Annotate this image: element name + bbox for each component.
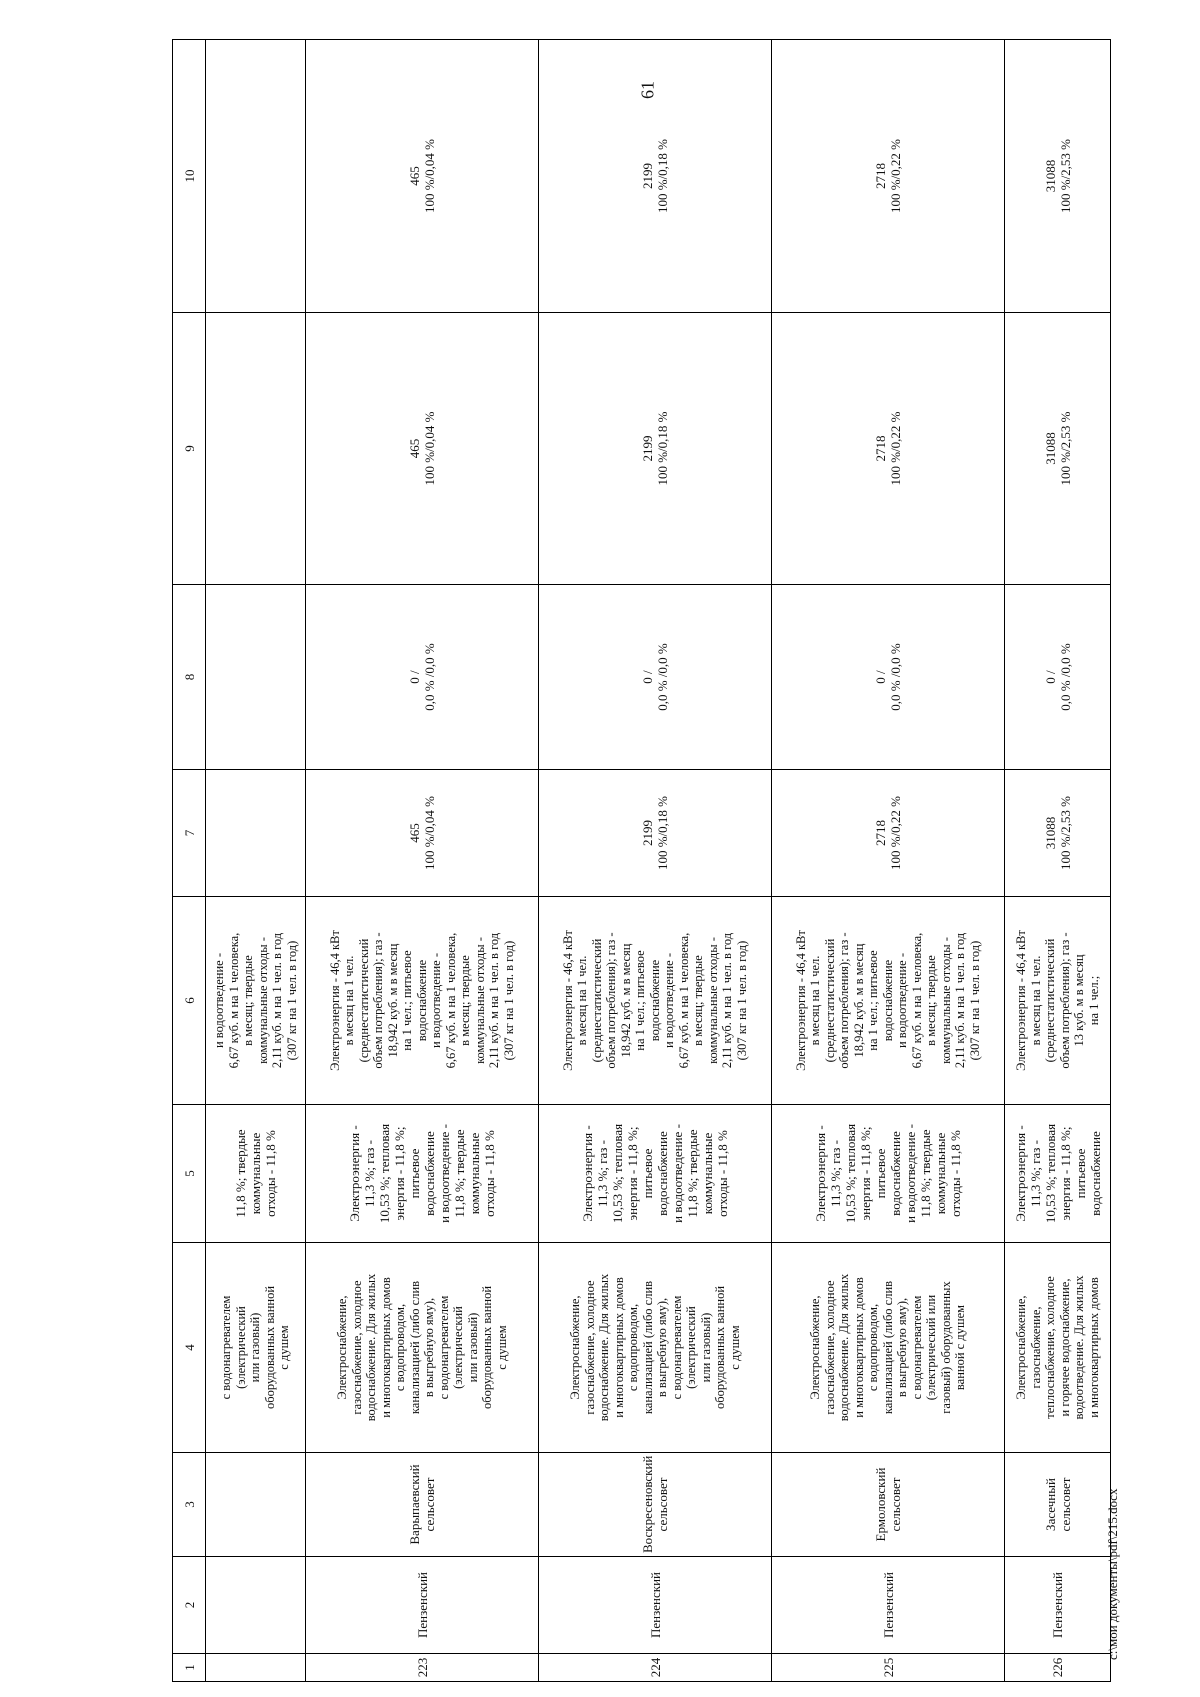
column-header: 5 bbox=[173, 1105, 206, 1243]
column-header: 4 bbox=[173, 1243, 206, 1453]
cell-municipality: Засечный сельсовет bbox=[1005, 1453, 1111, 1557]
cell-consumption-norms: и водоотведение - 6,67 куб. м на 1 человека, в месяц; твердые коммунальные отходы - 2,11 куб. м на 1 чел. в год (307 кг на 1 чел. в год) bbox=[206, 897, 306, 1105]
cell-number: 226 bbox=[1005, 1654, 1111, 1682]
table-wrapper bbox=[172, 40, 1103, 1682]
footer-file-path: c:\мои документы\pdf\215.docx bbox=[1105, 1488, 1120, 1660]
cell-district: Пензенский bbox=[539, 1557, 772, 1654]
table-row-continuation bbox=[206, 40, 306, 1682]
cell-col7: 465 100 %/0,04 % bbox=[306, 770, 539, 897]
cell-col9: 2718 100 %/0,22 % bbox=[772, 313, 1005, 585]
cell-services: Электроснабжение, газоснабжение, теплоснабжение, холодное и горячее водоснабжение, водоотведение. Для жилых и многоквартирных домов bbox=[1005, 1243, 1111, 1453]
cell-consumption-norms: Электроэнергия - 46,4 кВт в месяц на 1 чел. (среднестатистический объем потребления); газ - 18,942 куб. м в месяц на 1 чел.; питьевое водоснабжение и водоотведение - 6,67 куб. м на 1 человека, в месяц; твердые коммунальные отходы - 2,11 куб. м на 1 чел. в год (307 кг на 1 чел. в год) bbox=[772, 897, 1005, 1105]
page-number: 61 bbox=[637, 81, 658, 99]
column-header: 6 bbox=[173, 897, 206, 1105]
cell-col8 bbox=[206, 585, 306, 770]
cell-municipality: Ермоловский сельсовет bbox=[772, 1453, 1005, 1557]
cell-consumption-norms: Электроэнергия - 46,4 кВт в месяц на 1 чел. (среднестатистический объем потребления); газ - 18,942 куб. м в месяц на 1 чел.; питьевое водоснабжение и водоотведение - 6,67 куб. м на 1 человека, в месяц; твердые коммунальные отходы - 2,11 куб. м на 1 чел. в год (307 кг на 1 чел. в год) bbox=[306, 897, 539, 1105]
table-row-224 bbox=[539, 40, 772, 1682]
cell-col10: 2718 100 %/0,22 % bbox=[772, 40, 1005, 313]
table-row-225 bbox=[772, 40, 1005, 1682]
cell-number bbox=[206, 1654, 306, 1682]
cell-col7 bbox=[206, 770, 306, 897]
table-row-223 bbox=[306, 40, 539, 1682]
cell-col7: 2199 100 %/0,18 % bbox=[539, 770, 772, 897]
cell-municipality: Воскресеновский сельсовет bbox=[539, 1453, 772, 1557]
column-header: 10 bbox=[173, 40, 206, 313]
cell-district: Пензенский bbox=[1005, 1557, 1111, 1654]
cell-col10 bbox=[206, 40, 306, 313]
column-header: 9 bbox=[173, 313, 206, 585]
cell-col10: 2199 100 %/0,18 % bbox=[539, 40, 772, 313]
cell-district bbox=[206, 1557, 306, 1654]
table-body bbox=[173, 40, 1111, 1682]
column-header: 8 bbox=[173, 585, 206, 770]
cell-col8: 0 / 0,0 % /0,0 % bbox=[1005, 585, 1111, 770]
cell-growth-rates: Электроэнергия - 11,3 %; газ - 10,53 %; тепловая энергия - 11,8 %; питьевое водоснабжение и водоотведение - 11,8 %; твердые коммунальные отходы - 11,8 % bbox=[306, 1105, 539, 1243]
cell-col9 bbox=[206, 313, 306, 585]
table-row-226 bbox=[1005, 40, 1111, 1682]
cell-number: 225 bbox=[772, 1654, 1005, 1682]
cell-col7: 31088 100 %/2,53 % bbox=[1005, 770, 1111, 897]
cell-municipality: Варыпаевский сельсовет bbox=[306, 1453, 539, 1557]
cell-growth-rates: 11,8 %; твердые коммунальные отходы - 11,8 % bbox=[206, 1105, 306, 1243]
cell-consumption-norms: Электроэнергия - 46,4 кВт в месяц на 1 чел. (среднестатистический объем потребления); газ - 13 куб. м в месяц на 1 чел.; bbox=[1005, 897, 1111, 1105]
column-header: 2 bbox=[173, 1557, 206, 1654]
cell-col10: 31088 100 %/2,53 % bbox=[1005, 40, 1111, 313]
column-header: 3 bbox=[173, 1453, 206, 1557]
cell-district: Пензенский bbox=[306, 1557, 539, 1654]
cell-growth-rates: Электроэнергия - 11,3 %; газ - 10,53 %; тепловая энергия - 11,8 %; питьевое водоснабжение и водоотведение - 11,8 %; твердые коммунальные отходы - 11,8 % bbox=[539, 1105, 772, 1243]
cell-col8: 0 / 0,0 % /0,0 % bbox=[539, 585, 772, 770]
cell-consumption-norms: Электроэнергия - 46,4 кВт в месяц на 1 чел. (среднестатистический объем потребления); газ - 18,942 куб. м в месяц на 1 чел.; питьевое водоснабжение и водоотведение - 6,67 куб. м на 1 человека, в месяц; твердые коммунальные отходы - 2,11 куб. м на 1 чел. в год (307 кг на 1 чел. в год) bbox=[539, 897, 772, 1105]
column-header: 1 bbox=[173, 1654, 206, 1682]
cell-col10: 465 100 %/0,04 % bbox=[306, 40, 539, 313]
cell-services: Электроснабжение, газоснабжение, холодное водоснабжение. Для жилых и многоквартирных домов с водопроводом, канализацией (либо слив в выгребную яму), с водонагревателем (электрический или газовый) оборудованных ванной с душем bbox=[539, 1243, 772, 1453]
cell-number: 223 bbox=[306, 1654, 539, 1682]
cell-municipality bbox=[206, 1453, 306, 1557]
cell-col9: 2199 100 %/0,18 % bbox=[539, 313, 772, 585]
cell-col8: 0 / 0,0 % /0,0 % bbox=[772, 585, 1005, 770]
cell-number: 224 bbox=[539, 1654, 772, 1682]
cell-services: Электроснабжение, газоснабжение, холодное водоснабжение. Для жилых и многоквартирных домов с водопроводом, канализацией (либо слив в выгребную яму), с водонагревателем (электрический или газовый) оборудованных ванной с душем bbox=[772, 1243, 1005, 1453]
data-table bbox=[172, 39, 1111, 1682]
column-header-row bbox=[173, 40, 206, 1682]
cell-growth-rates: Электроэнергия - 11,3 %; газ - 10,53 %; тепловая энергия - 11,8 %; питьевое водоснабжение и водоотведение - 11,8 %; твердые коммунальные отходы - 11,8 % bbox=[772, 1105, 1005, 1243]
cell-growth-rates: Электроэнергия - 11,3 %; газ - 10,53 %; тепловая энергия - 11,8 %; питьевое водоснабжение bbox=[1005, 1105, 1111, 1243]
column-header: 7 bbox=[173, 770, 206, 897]
cell-district: Пензенский bbox=[772, 1557, 1005, 1654]
cell-col9: 31088 100 %/2,53 % bbox=[1005, 313, 1111, 585]
cell-services: Электроснабжение, газоснабжение, холодное водоснабжение. Для жилых и многоквартирных домов с водопроводом, канализацией (либо слив в выгребную яму), с водонагревателем (электрический или газовый) оборудованных ванной с душем bbox=[306, 1243, 539, 1453]
cell-col9: 465 100 %/0,04 % bbox=[306, 313, 539, 585]
cell-col8: 0 / 0,0 % /0,0 % bbox=[306, 585, 539, 770]
cell-services: с водонагревателем (электрический или газовый) оборудованных ванной с душем bbox=[206, 1243, 306, 1453]
cell-col7: 2718 100 %/0,22 % bbox=[772, 770, 1005, 897]
